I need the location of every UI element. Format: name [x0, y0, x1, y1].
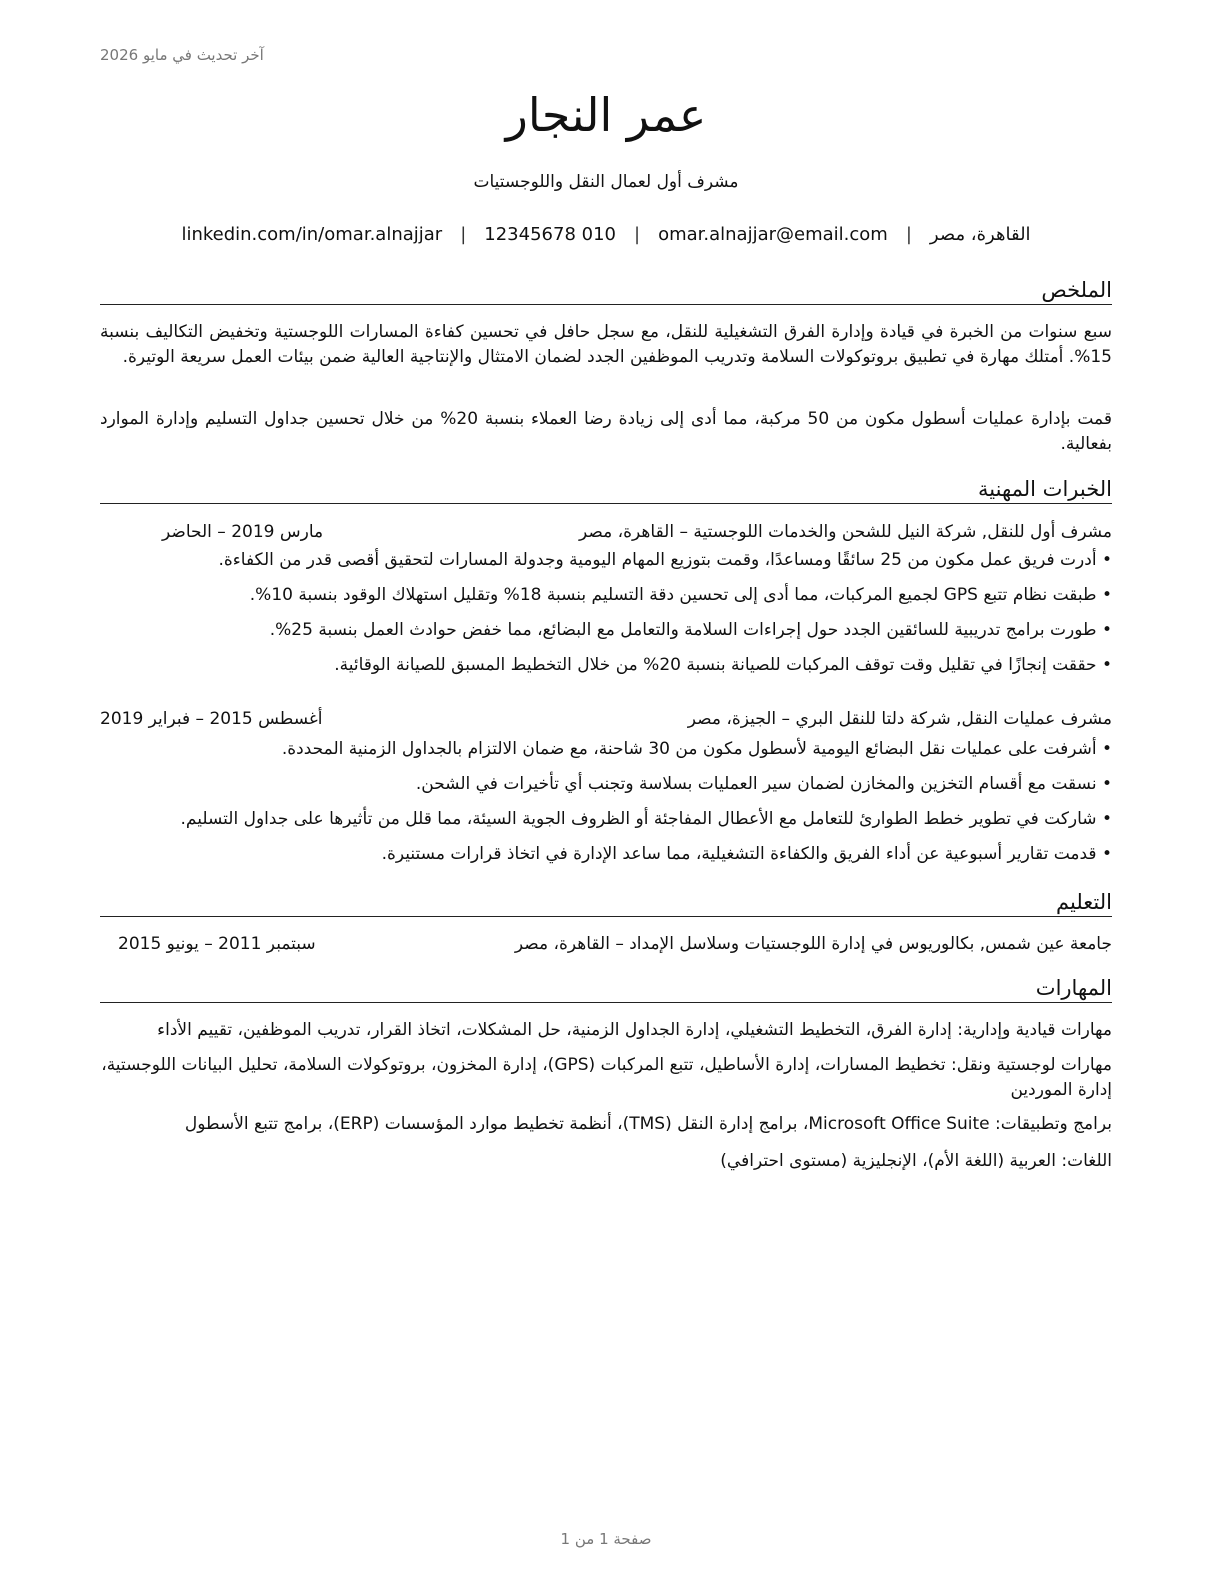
job-dates: أغسطس 2015 – فبراير 2019	[100, 709, 323, 729]
resume-page	[100, 0, 1112, 1584]
page-number: صفحة 1 من 1	[560, 1530, 652, 1548]
summary-paragraph: سبع سنوات من الخبرة في قيادة وإدارة الفرق التشغيلية للنقل، مع سجل حافل في تحسين كفاءة المسارات اللوجستية وتخفيض التكاليف بنسبة 15%. أمتلك مهارة في تطبيق بروتوكولات السلامة وتدريب الموظفين الجدد لضمان الامتثال والإنتاجية العالية ضمن بيئات العمل سريعة الوتيرة.	[100, 322, 1112, 367]
job-bullets	[100, 548, 1112, 688]
job-bullet: • أدرت فريق عمل مكون من 25 سائقًا ومساعدًا، وقمت بتوزيع المهام اليومية وجدولة المسارات لتحقيق أقصى قدر من الكفاءة.	[100, 548, 1112, 583]
last-updated-note: آخر تحديث في مايو 2026	[100, 46, 264, 64]
summary-paragraph: قمت بإدارة عمليات أسطول مكون من 50 مركبة، مما أدى إلى زيادة رضا العملاء بنسبة 20% من خلال تحسين جداول التسليم وإدارة الموارد بفعالية.	[100, 409, 1112, 454]
skills-line: برامج وتطبيقات: Microsoft Office Suite، برامج إدارة النقل (TMS)، أنظمة تخطيط موارد المؤسسات (ERP)، برامج تتبع الأسطول	[184, 1114, 1112, 1134]
job-bullet: • طبقت نظام تتبع GPS لجميع المركبات، مما أدى إلى تحسين دقة التسليم بنسبة 18% وتقليل استهلاك الوقود بنسبة 10%.	[100, 583, 1112, 618]
job-bullet: • طورت برامج تدريبية للسائقين الجدد حول إجراءات السلامة والتعامل مع البضائع، مما خفض حوادث العمل بنسبة 25%.	[100, 618, 1112, 653]
education-degree: جامعة عين شمس, بكالوريوس في إدارة اللوجستيات وسلاسل الإمداد – القاهرة، مصر	[514, 934, 1112, 954]
contact-separator: |	[460, 224, 467, 245]
contact-location: القاهرة، مصر	[929, 224, 1031, 245]
contact-linkedin[interactable]: linkedin.com/in/omar.alnajjar	[181, 224, 443, 245]
contact-email[interactable]: omar.alnajjar@email.com	[658, 224, 888, 245]
job-bullet: • حققت إنجازًا في تقليل وقت توقف المركبات للصيانة بنسبة 20% من خلال التخطيط المسبق للصيانة الوقائية.	[100, 653, 1112, 688]
contact-separator: |	[633, 224, 641, 245]
candidate-title: مشرف أول لعمال النقل واللوجستيات	[473, 172, 739, 192]
job-bullets	[100, 737, 1112, 877]
job-header	[100, 520, 1112, 544]
summary-heading: الملخص	[100, 277, 1112, 305]
skills-line: اللغات: العربية (اللغة الأم)، الإنجليزية (مستوى احترافي)	[720, 1151, 1112, 1171]
job-title: مشرف أول للنقل, شركة النيل للشحن والخدمات اللوجستية – القاهرة، مصر	[579, 522, 1112, 542]
job-header	[100, 707, 1112, 731]
job-bullet: • شاركت في تطوير خطط الطوارئ للتعامل مع الأعطال المفاجئة أو الظروف الجوية السيئة، مما قلل من تأثيرها على جداول التسليم.	[100, 807, 1112, 842]
contact-phone[interactable]: 12345678 010	[484, 224, 616, 245]
skills-heading: المهارات	[100, 975, 1112, 1003]
candidate-name: عمر النجار	[505, 88, 707, 142]
contact-separator: |	[905, 224, 912, 245]
education-heading: التعليم	[100, 889, 1112, 917]
contact-line	[100, 224, 1112, 245]
job-bullet: • أشرفت على عمليات نقل البضائع اليومية لأسطول مكون من 30 شاحنة، مع ضمان الالتزام بالجداول الزمنية المحددة.	[100, 737, 1112, 772]
experience-heading: الخبرات المهنية	[100, 476, 1112, 504]
skills-line: مهارات لوجستية ونقل: تخطيط المسارات، إدارة الأساطيل، تتبع المركبات (GPS)، إدارة المخزون، بروتوكولات السلامة، تحليل البيانات اللوجستية، إدارة الموردين	[101, 1055, 1112, 1100]
job-title: مشرف عمليات النقل, شركة دلتا للنقل البري – الجيزة، مصر	[687, 709, 1112, 729]
education-dates: سبتمبر 2011 – يونيو 2015	[118, 934, 316, 954]
skills-line: مهارات قيادية وإدارية: إدارة الفرق، التخطيط التشغيلي، إدارة الجداول الزمنية، حل المشكلات، اتخاذ القرار، تدريب الموظفين، تقييم الأداء	[157, 1020, 1112, 1040]
education-entry	[100, 932, 1112, 956]
job-bullet: • نسقت مع أقسام التخزين والمخازن لضمان سير العمليات بسلاسة وتجنب أي تأخيرات في الشحن.	[100, 772, 1112, 807]
job-dates: مارس 2019 – الحاضر	[162, 522, 324, 542]
job-bullet: • قدمت تقارير أسبوعية عن أداء الفريق والكفاءة التشغيلية، مما ساعد الإدارة في اتخاذ قرارات مستنيرة.	[100, 842, 1112, 877]
